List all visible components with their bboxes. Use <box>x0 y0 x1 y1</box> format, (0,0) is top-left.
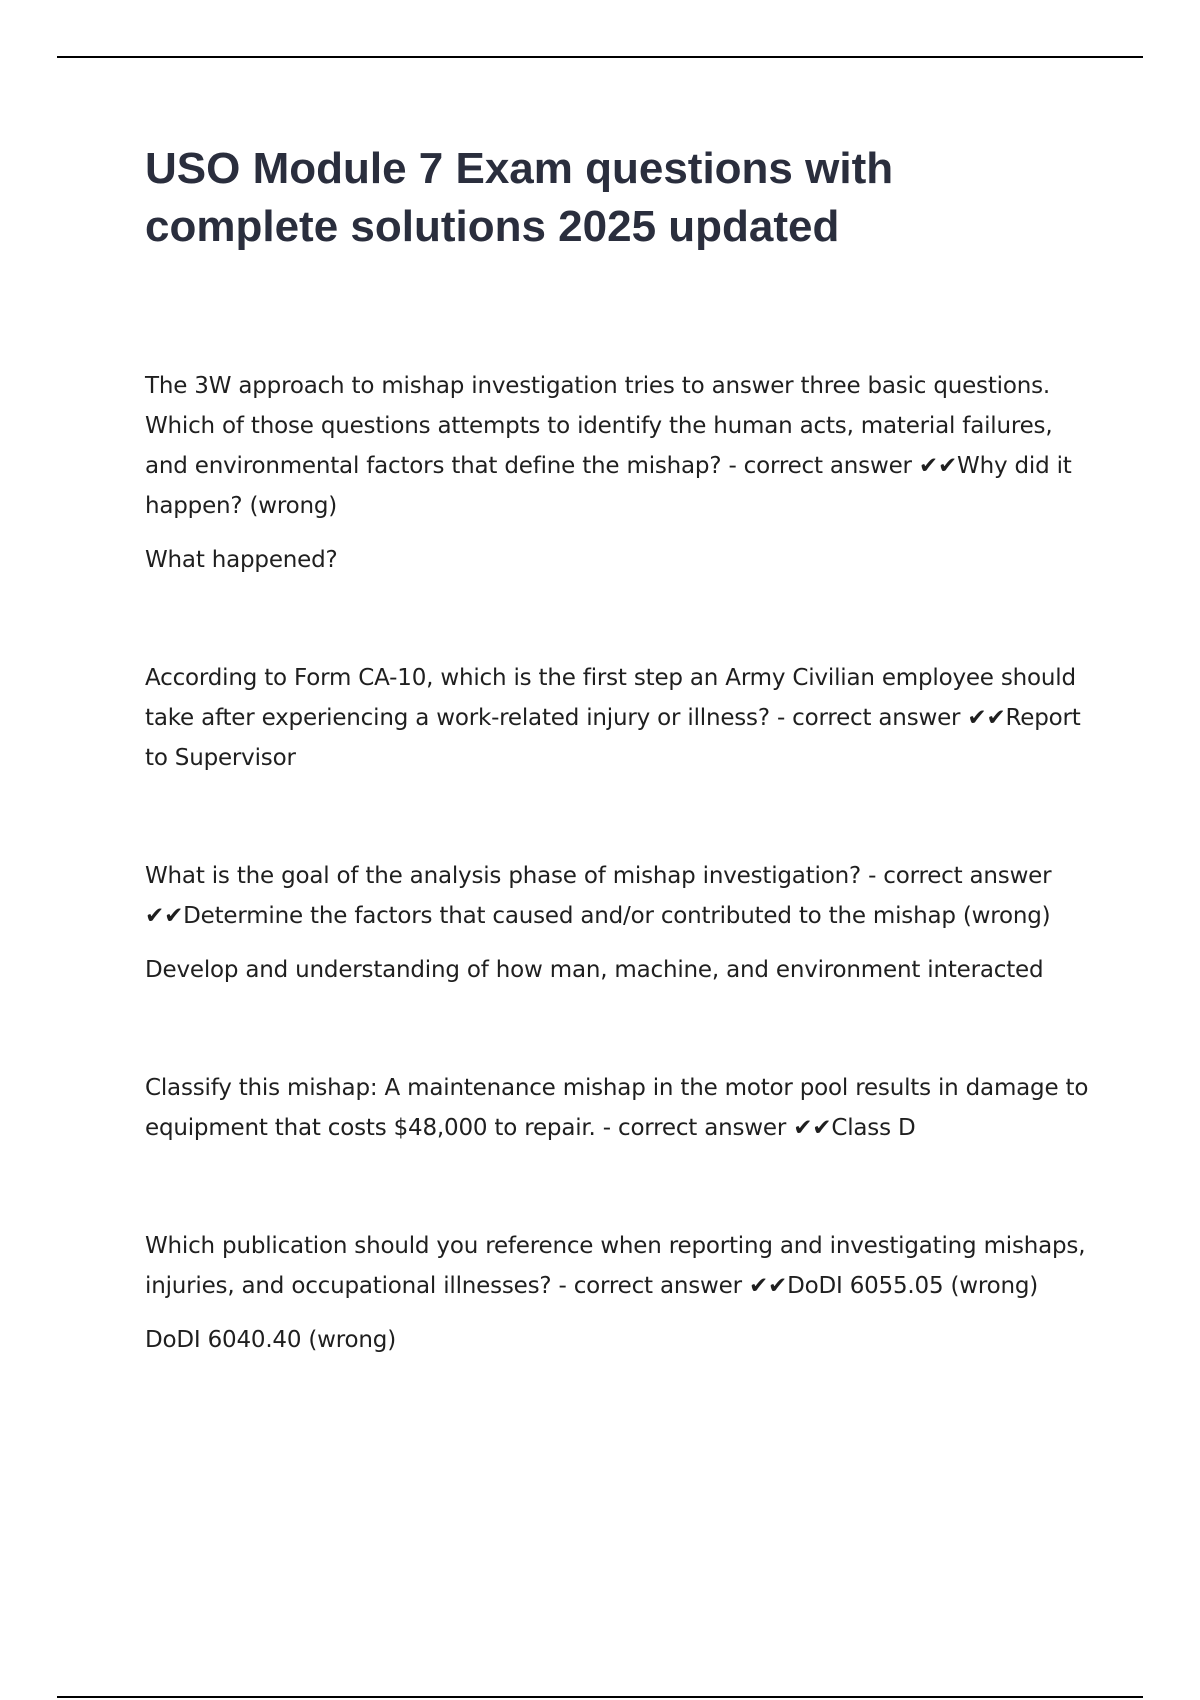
question-list <box>145 366 1090 1360</box>
answer-note: What happened? <box>145 547 338 573</box>
question-text: According to Form CA-10, which is the first step an Army Civilian employee should take after experiencing a work-related injury or illness? - correct answer ✔✔Report to Supervisor <box>145 665 1081 771</box>
question-text: Which publication should you reference when reporting and investigating mishaps, injuries, and occupational illnesses? - correct answer ✔✔DoDI 6055.05 (wrong) <box>145 1233 1086 1299</box>
question-item <box>145 856 1090 990</box>
answer-note: DoDI 6040.40 (wrong) <box>145 1327 396 1353</box>
question-item <box>145 1226 1090 1360</box>
document-title: USO Module 7 Exam questions with complete solutions 2025 updated <box>145 144 894 251</box>
question-item <box>145 366 1090 580</box>
question-text: The 3W approach to mishap investigation tries to answer three basic questions. Which of those questions attempts to identify the human acts, material failures, and environmental factors that define the mishap? - correct answer ✔✔Why did it happen? (wrong) <box>145 373 1072 519</box>
question-text: What is the goal of the analysis phase of mishap investigation? - correct answer ✔✔Determine the factors that caused and/or contributed to the mishap (wrong) <box>145 863 1052 929</box>
question-text: Classify this mishap: A maintenance mishap in the motor pool results in damage to equipment that costs $48,000 to repair. - correct answer ✔✔Class D <box>145 1075 1089 1141</box>
bottom-rule <box>57 1696 1143 1698</box>
question-item <box>145 1068 1090 1148</box>
question-item <box>145 658 1090 778</box>
answer-note: Develop and understanding of how man, machine, and environment interacted <box>145 957 1044 983</box>
top-rule <box>57 56 1143 58</box>
